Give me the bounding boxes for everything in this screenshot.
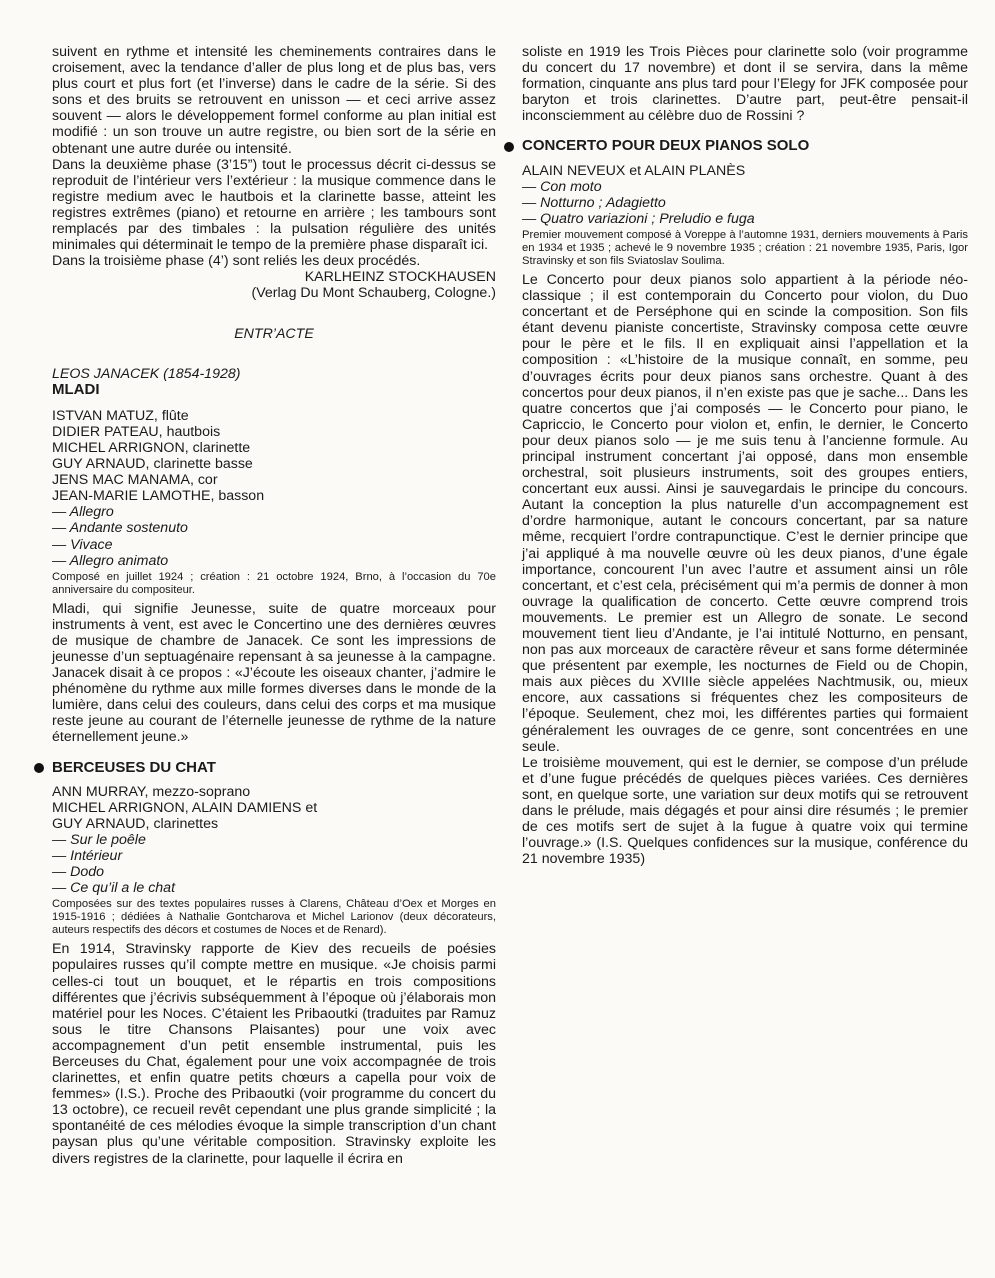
section-heading	[34, 760, 496, 776]
performer: GUY ARNAUD, clarinette basse	[52, 456, 253, 473]
performer: ISTVAN MATUZ, flûte	[52, 407, 189, 424]
movement: — Allegro animato	[52, 552, 169, 569]
performer: ALAIN NEVEUX et ALAIN PLANÈS	[522, 162, 746, 179]
movement: — Dodo	[52, 864, 105, 881]
paragraph: Dans la deuxième phase (3’15”) tout le processus décrit ci-dessus se reproduit de l’intérieur vers l’extérieur : la musique commence dans le registre medium avec le hautbois et la clarinette basse, atteint les registres extrêmes (piano) et retourne en arrière ; les tambours sont remplacés par des timbales : la pulsation régulière des unités minimales qui déterminait le tempo de la première phase disparaît ici.	[52, 156, 496, 254]
performer: GUY ARNAUD, clarinettes	[52, 815, 219, 832]
movement: — Vivace	[52, 536, 113, 553]
section-heading-label: BERCEUSES DU CHAT	[52, 758, 216, 776]
bullet-icon	[504, 142, 514, 152]
paragraph: soliste en 1919 les Trois Pièces pour clarinette solo (voir programme du concert du 17 novembre) et dont il se servira, dans la même formation, cinquante ans plus tard pour l’Elegy for JFK composée pour baryton et trois clarinettes. D’autre part, peut-être pensait-il inconsciemment au célèbre duo de Rossini ?	[522, 44, 968, 125]
movement: — Intérieur	[52, 848, 123, 865]
bullet-icon	[34, 763, 44, 773]
publisher: (Verlag Du Mont Schauberg, Cologne.)	[251, 285, 496, 302]
performer: ANN MURRAY, mezzo-soprano	[52, 783, 251, 800]
right-column	[522, 44, 968, 867]
performer: JEAN-MARIE LAMOTHE, basson	[52, 488, 265, 505]
paragraph: Le troisième mouvement, qui est le dernier, se compose d’un prélude et d’une fugue précédés de quelques pièces variées. Ces dernières sont, en quelque sorte, une variation sur deux motifs qui se retrouvent dans le prélude, mais dégagés et pour ainsi dire résumés ; le premier de ces motifs sert de sujet à la fugue à quatre voix qui termine l’ouvrage.» (I.S. Quelques confidences sur la musique, conférence du 21 novembre 1935)	[522, 754, 968, 868]
movement: — Allegro	[52, 504, 114, 521]
author: KARLHEINZ STOCKHAUSEN	[304, 269, 496, 286]
paragraph: suivent en rythme et intensité les cheminements contraires dans le croisement, avec la tendance d’aller de plus long et de plus bas, vers plus court et plus fort (et l’inverse) dans le cadre de la série. Si des sons et des bruits se retrouvent en unisson — et ceci arrive assez souvent — alors le développement formel conforme au plan initial est modifié : un son trouve un autre registre, ou bien sort de la série en obtenant une autre durée ou intensité.	[52, 44, 496, 157]
work-title: MLADI	[52, 380, 100, 398]
left-column	[52, 44, 496, 1167]
performer: JENS MAC MANAMA, cor	[52, 472, 218, 489]
section-heading	[504, 138, 968, 154]
performer: MICHEL ARRIGNON, clarinette	[52, 439, 251, 456]
movement: — Quatro variazioni ; Preludio e fuga	[522, 210, 755, 227]
performer: MICHEL ARRIGNON, ALAIN DAMIENS et	[52, 799, 318, 816]
paragraph: En 1914, Stravinsky rapporte de Kiev des recueils de poésies populaires russes qu’il compte mettre en musique. «Je choisis parmi celles-ci tout un bouquet, et le répartis en trois compositions différentes que j’écrivis subséquemment à l’époque où j’élaborais mon matériel pour les Noces. C’étaient les Pribaoutki (traduites par Ramuz sous le titre Chansons Plaisantes) pour une voix avec accompagnement d’un petit ensemble instrumental, puis les Berceuses du Chat, également pour une voix accompagnée de trois clarinettes, et enfin quatre petits chœurs a capella pour voix de femmes» (I.S.). Proche des Pribaoutki (voir programme du concert du 13 octobre), ce recueil revêt cependant une plus grande simplicité ; la spontanéité de ces mélodies évoque la simple transcription d’un chant paysan plus qu’une véritable composition. Stravinsky exploite les divers registres de la clarinette, pour laquelle il écrira en	[52, 941, 496, 1167]
movement: — Notturno ; Adagietto	[522, 194, 666, 211]
composer-name: LEOS JANACEK (1854-1928)	[52, 365, 241, 382]
movement: — Andante sostenuto	[52, 520, 188, 537]
composition-note: Premier mouvement composé à Voreppe à l’automne 1931, derniers mouvements à Paris en 1934 et 1935 ; achevé le 9 novembre 1935 ; création : 21 novembre 1935, Paris, Igor Stravinsky et son fils Sviatoslav Soulima.	[522, 228, 968, 267]
section-heading-label: CONCERTO POUR DEUX PIANOS SOLO	[522, 137, 810, 155]
paragraph: Le Concerto pour deux pianos solo appartient à la période néo-classique ; il est contemporain du Concerto pour violon, du Duo concertant et de Perséphone qui en scinde la composition. Son fils étant devenu pianiste concertiste, Stravinsky composa cette œuvre pour le père et le fils. Il en expliquait ainsi l’appellation et la composition : «L’histoire de la musique connaît, en somme, peu d’ouvrages écrits pour deux pianos sans orchestre. Quant à des concertos pour deux pianos, il n’en existe pas que je sache... Dans les quatre concertos que j’ai composés — le Concerto pour piano, le Capriccio, le Concerto pour violon et, enfin, le dernier, le Concerto pour deux pianos solo — je me suis tenu à l’ancienne formule. Au principal instrument concertant j’ai opposé, dans mon ensemble orchestral, soit plusieurs instruments, soit des groupes entiers, concertant eux aussi. Ainsi je sauvegardais le principe du concours. Autant la conception la plus naturelle d’un accompagnement est d’ordre harmonique, autant le concours concertant, par sa nature même, recquiert l’ordre contrapunctique. C’est le dernier principe que j’ai appliqué à ma nouvelle œuvre où les deux pianos, d’une égale importance, concourent l’un avec l’autre et assument ainsi un rôle concertant, et c’est cela, précisément qui m’a permis de donner à mon ouvrage la qualification de concerto. Cette œuvre comprend trois mouvements. Le premier est un Allegro de sonate. Le second mouvement tient lieu d’Andante, je l’ai intitulé Notturno, en pensant, non pas aux morceaux de caractère rêveur et sans forme déterminée que présentent par exemple, les nocturnes de Field ou de Chopin, mais aux pièces du XVIIIe siècle appelées Nachtmusik, ou, mieux encore, aux cassations si fréquentes chez les compositeurs de l’époque. Seulement, chez moi, les différentes parties qui formaient généralement les ouvrages de ce genre, sont concentrées en une seule.	[522, 271, 968, 755]
composition-note: Composé en juillet 1924 ; création : 21 octobre 1924, Brno, à l’occasion du 70e anniversaire du compositeur.	[52, 570, 496, 596]
movement: — Ce qu’il a le chat	[52, 880, 176, 897]
performer: DIDIER PATEAU, hautbois	[52, 423, 221, 440]
movement: — Sur le poêle	[52, 831, 146, 848]
entracte: ENTR’ACTE	[234, 325, 314, 342]
paragraph: Mladi, qui signifie Jeunesse, suite de quatre morceaux pour instruments à vent, est avec le Concertino une des dernières œuvres de musique de chambre de Janacek. Ce sont les impressions de jeunesse d’un septuagénaire repensant à sa jeunesse à la campagne. Janacek disait à ce propos : «J’écoute les oiseaux chanter, j’admire le phénomène du rythme aux mille formes diverses dans le monde de la lumière, dans celui des couleurs, dans celui des corps et ma musique reste jeune au courant de l’éternelle jeunesse de rythme de la nature éternellement jeune.»	[52, 600, 496, 746]
movement: — Con moto	[522, 178, 602, 195]
paragraph: Dans la troisième phase (4’) sont reliés les deux procédés.	[52, 253, 421, 270]
composition-note: Composées sur des textes populaires russes à Clarens, Château d’Oex et Morges en 1915-1916 ; dédiées à Nathalie Gontcharova et Michel Larionov (deux décorateurs, auteurs respectifs des décors et costumes de Noces et de Renard).	[52, 898, 496, 937]
